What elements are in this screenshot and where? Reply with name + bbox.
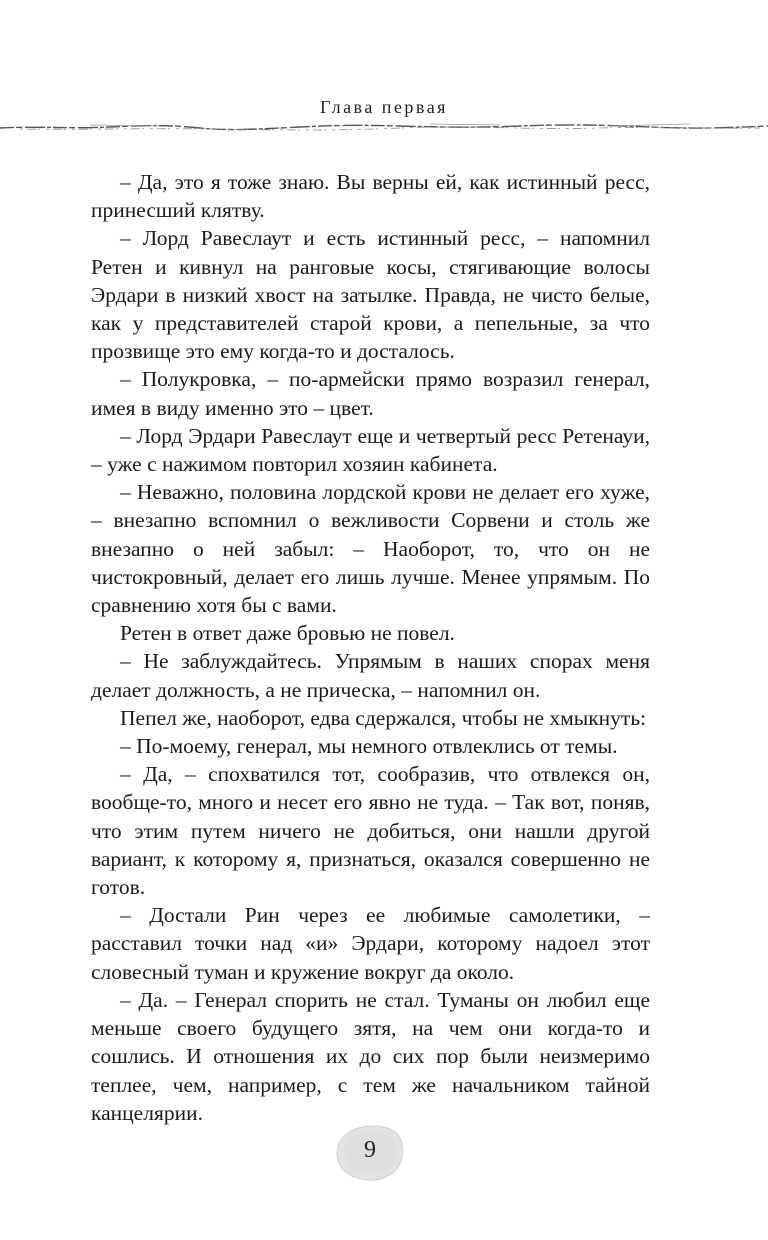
paragraph: – Полукровка, – по-армейски прямо возразил генерал, имея в виду именно это – цвет. <box>91 367 650 420</box>
paragraph: – Неважно, половина лордской крови не делает его хуже, – внезапно вспомнил о вежливости Сорвени и столь же внезапно о ней забыл: – Наоборот, то, что он не чистокровный, делает его лишь лучше. Менее упрямым. По сравнению хотя бы с вами. <box>91 480 650 618</box>
paragraph: – Да. – Генерал спорить не стал. Туманы он любил еще меньше своего будущего зятя, на чем они когда-то и сошлись. И отношения их до сих пор были неизмеримо теплее, чем, например, с тем же начальником тайной канцелярии. <box>91 987 650 1125</box>
paragraph: Пепел же, наоборот, едва сдержался, чтобы не хмыкнуть: <box>120 705 647 730</box>
paragraph: – По-моему, генерал, мы немного отвлеклись от темы. <box>120 734 618 759</box>
paragraph: – Да, – спохватился тот, сообразив, что отвлекся он, вообще-то, много и несет его явно не туда. – Так вот, поняв, что этим путем ничего не добиться, они нашли другой вариант, к которому я, признаться, оказался совершенно не готов. <box>91 762 650 900</box>
paragraph: – Лорд Равеслаут и есть истинный ресс, – напомнил Ретен и кивнул на ранговые косы, стягивающие волосы Эрдари в низкий хвост на затылке. Правда, не чисто белые, как у представителей старой крови, а пепельные, за что прозвище это ему когда-то и досталось. <box>91 226 650 364</box>
body-text <box>91 168 650 1127</box>
page-number-badge <box>334 1123 406 1183</box>
page-number: 9 <box>364 1137 376 1163</box>
running-header: Глава первая <box>320 97 448 117</box>
header-rule-ornament <box>0 116 768 136</box>
paragraph: – Да, это я тоже знаю. Вы верны ей, как истинный ресс, принесший клятву. <box>91 170 650 223</box>
paragraph: – Достали Рин через ее любимые самолетики, – расставил точки над «и» Эрдари, которому надоел этот словесный туман и кружение вокруг да около. <box>91 903 650 984</box>
paragraph: – Лорд Эрдари Равеслаут еще и четвертый ресс Ретенауи, – уже с нажимом повторил хозяин кабинета. <box>91 423 650 477</box>
paragraph: Ретен в ответ даже бровью не повел. <box>120 621 455 646</box>
paragraph: – Не заблуждайтесь. Упрямым в наших спорах меня делает должность, а не прическа, – напомнил он. <box>91 649 650 702</box>
